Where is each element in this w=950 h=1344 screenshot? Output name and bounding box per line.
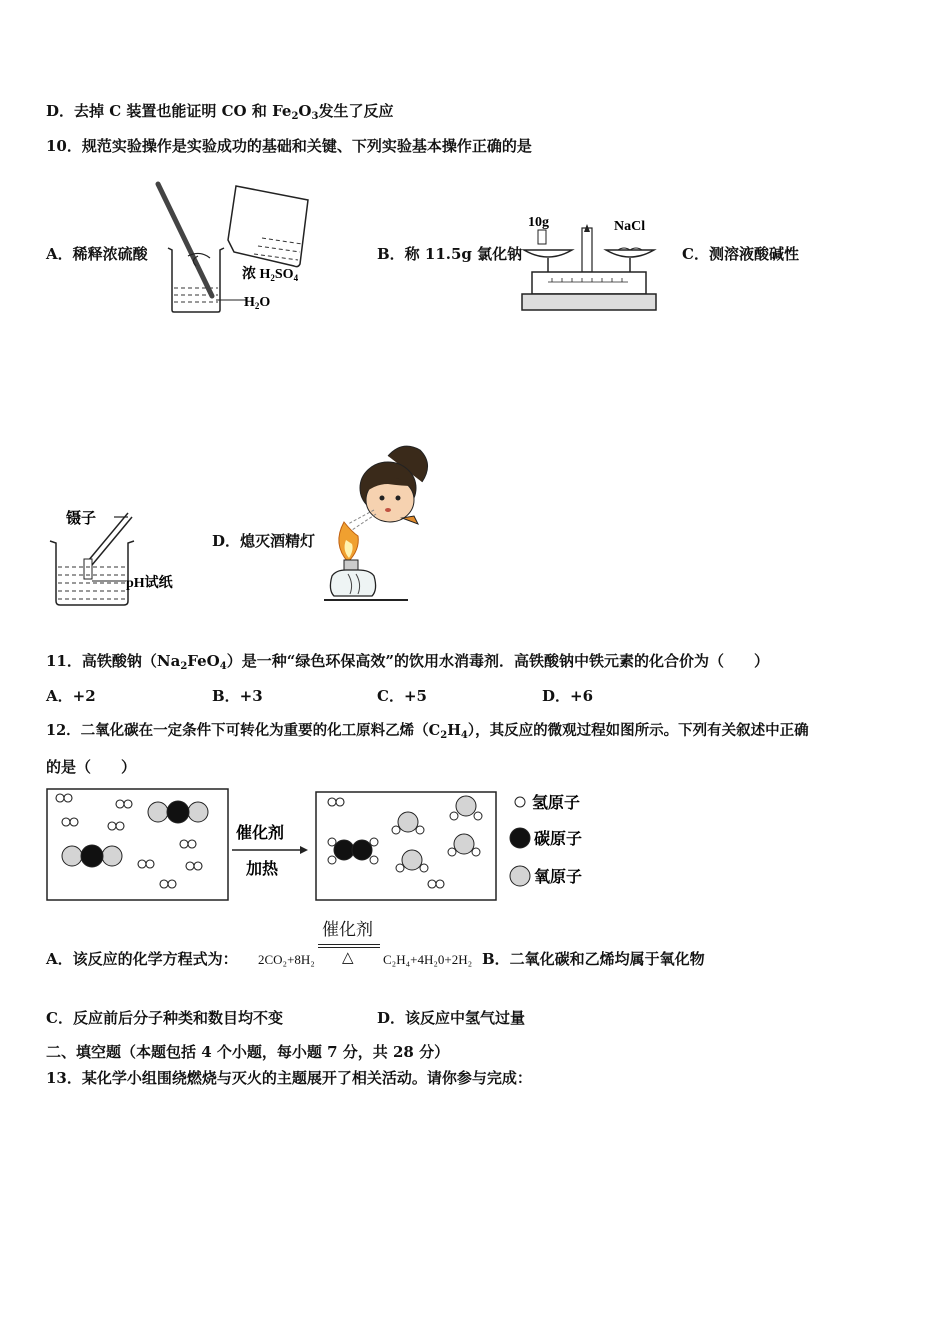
q11-text-3: ）是一种“绿色环保高效”的饮用水消毒剂．高铁酸钠中铁元素的化合价为（ ）: [226, 652, 769, 670]
q12-text-1: 12．二氧化碳在一定条件下可转化为重要的化工原料乙烯（C: [46, 722, 441, 739]
q11-sub-1: 2: [180, 661, 188, 672]
q12-text-3: ），其反应的微观过程如图所示。下列有关叙述中正确: [467, 722, 809, 739]
q10-option-d: D．熄灭酒精灯: [212, 532, 316, 550]
label-conc-acid: 浓 $H_2SO_4$: [242, 267, 299, 283]
section-2-title: 二、填空题（本题包括 4 个小题，每小题 7 分，共 28 分）: [46, 1043, 450, 1061]
q12-option-a-lead: A．该反应的化学方程式为：: [46, 950, 238, 968]
q11-text-1: 11．高铁酸钠（Na: [46, 652, 181, 670]
q12-option-b: B．二氧化碳和乙烯均属于氧化物: [482, 950, 705, 968]
pouring-beaker: [228, 186, 308, 267]
q12-option-c: C．反应前后分子种类和数目均不变: [46, 1009, 283, 1027]
q13-stem: 13．某化学小组围绕燃烧与灭火的主题展开了相关活动。请你参与完成：: [46, 1069, 532, 1087]
equation-right: C₂H₄+4H₂0+2H₂: [383, 952, 473, 967]
q12-stem-line-1: [46, 721, 809, 741]
q10-stem: 10．规范实验操作是实验成功的基础和关键、下列实验基本操作正确的是: [46, 137, 532, 155]
q9-option-d-text-2: O: [298, 102, 312, 120]
right-pan: [606, 250, 654, 257]
q9-option-d: [46, 101, 393, 121]
equation-catalyst: 催化剂: [322, 920, 373, 939]
q11-text-2: FeO: [187, 652, 220, 670]
equation-arrow-line: [318, 944, 380, 945]
glass-rod: [158, 184, 212, 296]
q10-option-b: B．称 11.5g 氯化钠: [377, 245, 523, 263]
q12-sub-2: 4: [460, 730, 468, 741]
legend: [510, 793, 582, 886]
q11-sub-2: 4: [219, 661, 227, 672]
q12-option-d: D．该反应中氢气过量: [377, 1009, 526, 1027]
arrow-heat-label: 加热: [246, 861, 279, 878]
legend-o-icon: [510, 866, 530, 886]
dilution-figure: [150, 178, 315, 318]
balance-post: [582, 228, 592, 272]
equation-heat-symbol: △: [342, 950, 354, 966]
q12-text-2: H: [447, 722, 461, 739]
label-water: $H_2O$: [244, 295, 271, 311]
legend-hydrogen: 氢原子: [532, 795, 581, 812]
q9-option-d-text-3: 发生了反应: [318, 102, 394, 120]
balance-beam-box: [532, 272, 646, 294]
legend-oxygen: 氧原子: [534, 869, 583, 886]
ph-paper: [84, 559, 92, 579]
q11-stem: [46, 651, 769, 671]
balance-base: [522, 294, 656, 310]
q10-option-a: A．稀释浓硫酸: [46, 245, 148, 263]
q11-option-d: D．+6: [542, 687, 594, 705]
co2-molecule-1: [148, 801, 208, 823]
q11-option-a: A．+2: [46, 687, 96, 705]
q9-sub-1: 2: [291, 111, 299, 122]
ph-paper-label: pH试纸: [126, 576, 173, 591]
q11-option-c: C．+5: [377, 687, 427, 705]
alcohol-lamp-figure: [318, 440, 436, 610]
nacl-label: NaCl: [614, 219, 646, 234]
q10-option-c: C．测溶液酸碱性: [682, 245, 799, 263]
tweezers-label: 镊子: [66, 511, 97, 527]
legend-c-icon: [510, 828, 530, 848]
co2-molecule-2: [62, 845, 122, 867]
reaction-diagram: [46, 788, 606, 906]
q12-stem-line-2: 的是（ ）: [46, 758, 137, 776]
weight-label: 10g: [528, 215, 549, 230]
arrow-catalyst-label: 催化剂: [236, 825, 285, 842]
q9-option-d-text-1: 去掉 C 装置也能证明 CO 和 Fe: [74, 102, 292, 120]
weight-block: [538, 230, 546, 244]
q9-option-d-letter: D．: [46, 102, 75, 120]
equation-left: 2CO₂+8H₂: [258, 952, 315, 967]
q9-sub-2: 3: [311, 111, 319, 122]
q12-sub-1: 2: [440, 730, 448, 741]
lamp-body: [330, 570, 375, 596]
legend-h-icon: [515, 797, 525, 807]
ph-test-figure: [44, 505, 189, 613]
balance-figure: [518, 210, 658, 316]
legend-carbon: 碳原子: [534, 831, 583, 848]
left-pan: [524, 250, 572, 257]
q11-option-b: B．+3: [212, 687, 263, 705]
